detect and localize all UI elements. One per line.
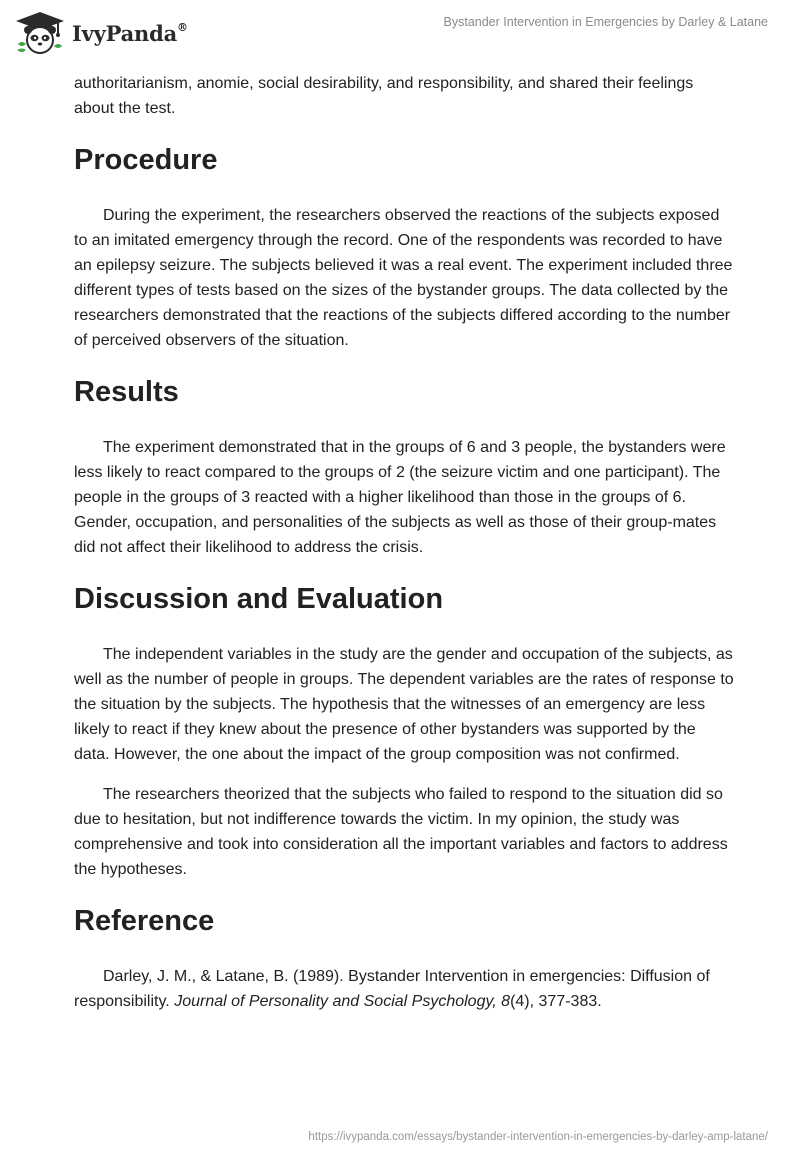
heading-procedure: Procedure <box>74 144 218 176</box>
results-paragraph: The experiment demonstrated that in the groups of 6 and 3 people, the bystanders were less likely to react compared to the groups of 2 (the seizure victim and one participant). The people in the groups of 3 reacted with a higher likelihood than those in the groups of 6. Gender, occupation, and personalities of the subjects as well as those of their group-mates did not affect their likelihood to address the crisis. <box>74 439 726 556</box>
discussion-paragraph-2: The researchers theorized that the subjects who failed to respond to the situation did so due to hesitation, but not indifference towards the victim. In my opinion, the study was comprehensive and took into consideration all the important variables and factors to address the hypotheses. <box>74 786 728 878</box>
panda-graduate-icon <box>14 10 66 56</box>
brand-name: IvyPanda® <box>72 20 188 46</box>
heading-reference: Reference <box>74 905 215 937</box>
heading-discussion: Discussion and Evaluation <box>74 583 444 615</box>
procedure-paragraph: During the experiment, the researchers observed the reactions of the subjects exposed to an imitated emergency through the record. One of the respondents was recorded to have an epilepsy seizure. The subjects believed it was a real event. The experiment included three different types of tests based on the sizes of the bystander groups. The data collected by the researchers demonstrated that the reactions of the subjects differed according to the number of perceived observers of the situation. <box>74 207 733 349</box>
discussion-paragraph-1: The independent variables in the study are the gender and occupation of the subjects, as well as the number of people in groups. The dependent variables are the rates of response to the situation by the subjects. The hypothesis that the witnesses of an emergency are less likely to react if they knew about the presence of other bystanders was supported by the data. However, the one about the impact of the group composition was not confirmed. <box>74 646 734 763</box>
running-title: Bystander Intervention in Emergencies by Darley & Latane <box>443 15 768 29</box>
reference-journal: Journal of Personality and Social Psychology, 8 <box>174 993 511 1010</box>
source-url[interactable]: https://ivypanda.com/essays/bystander-intervention-in-emergencies-by-darley-amp-latane/ <box>308 1131 768 1143</box>
reference-entry <box>74 964 734 1014</box>
page-header <box>0 0 800 64</box>
intro-paragraph: authoritarianism, anomie, social desirability, and responsibility, and shared their feelings about the test. <box>74 75 694 117</box>
ivypanda-logo[interactable] <box>14 8 188 58</box>
essay-body <box>74 71 734 1029</box>
heading-results: Results <box>74 376 179 408</box>
reference-authors-title: Darley, J. M., & Latane, B. (1989). Bystander Intervention in emergencies: Diffusion of responsibility. <box>74 968 710 1010</box>
reference-issue-pages: (4), 377-383. <box>510 993 602 1010</box>
